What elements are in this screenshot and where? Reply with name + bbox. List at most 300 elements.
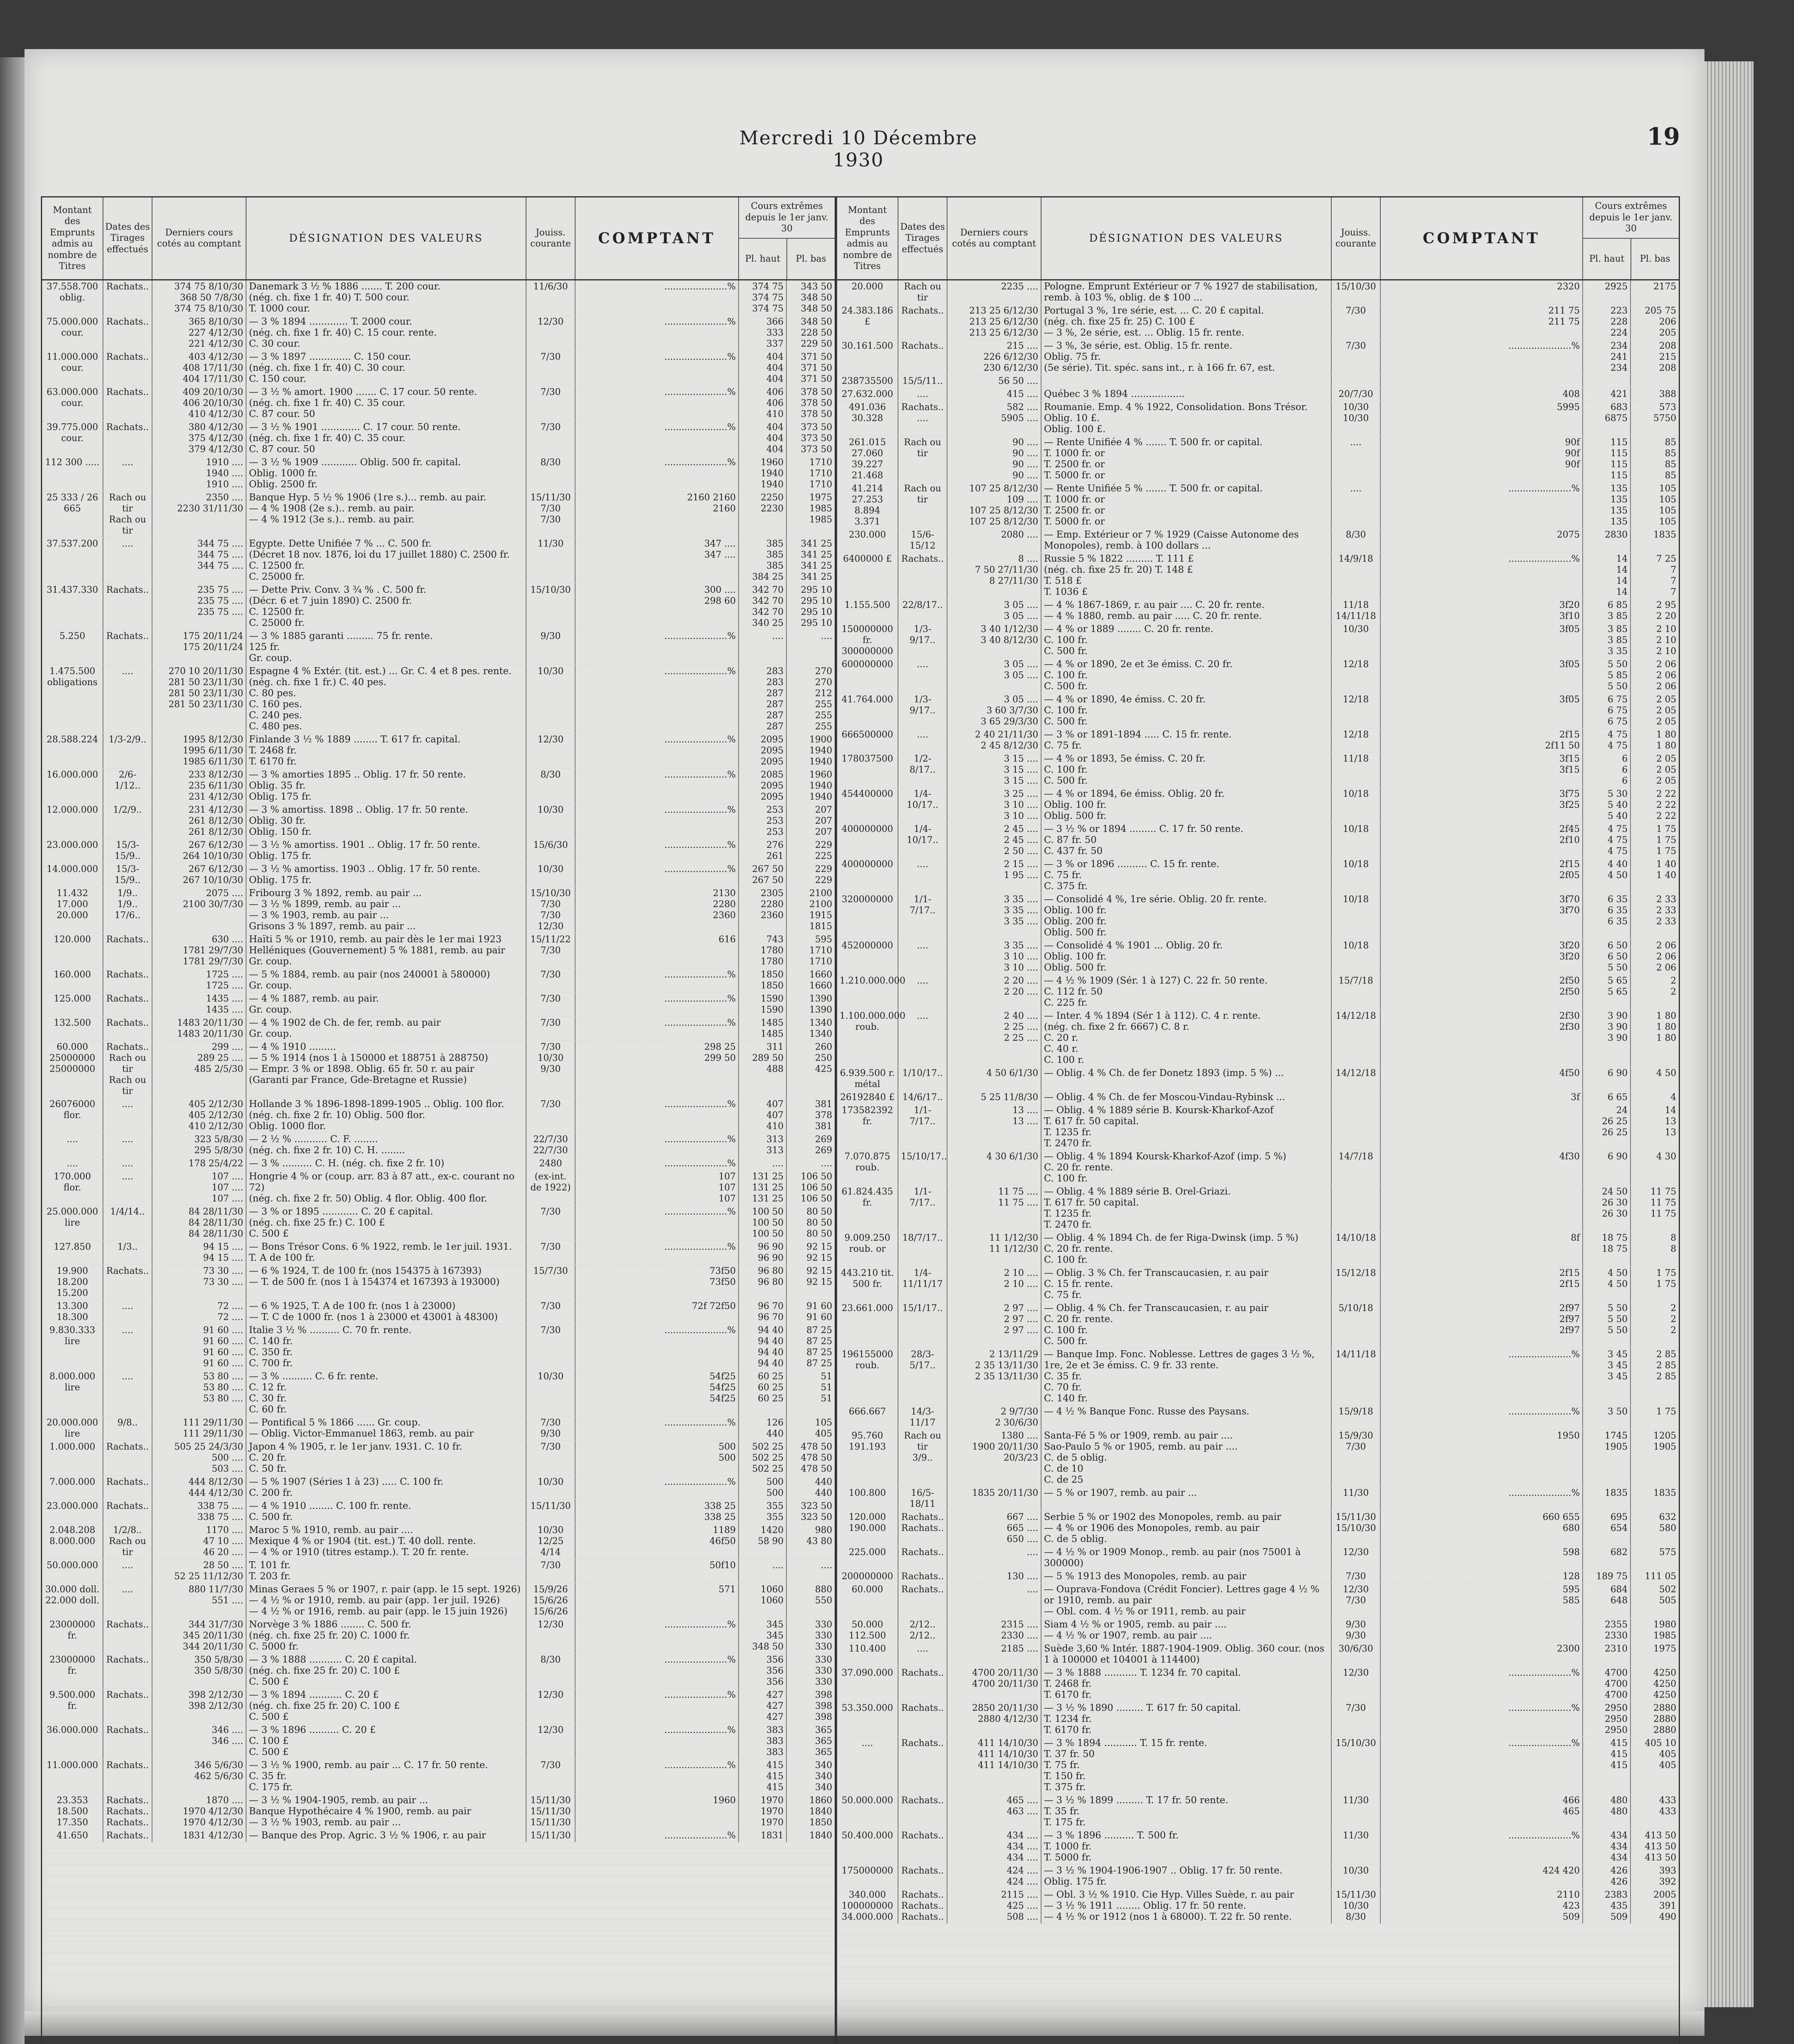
- cell-emprunts: 1.155.500: [837, 599, 898, 623]
- cell-derniers: 72 .... 72 ....: [152, 1300, 246, 1324]
- cell-designation: — 3 ½ % 1890 ......... T. 617 fr. 50 capital. T. 1234 fr. T. 6170 fr.: [1041, 1702, 1332, 1737]
- cell-emprunts: 50.000.000: [837, 1794, 898, 1829]
- cell-emprunts: 9.500.000 fr.: [42, 1689, 103, 1724]
- cell-derniers: 880 11/7/30 551 ....: [152, 1583, 246, 1618]
- cell-derniers: 667 .... 665 .... 650 ....: [947, 1511, 1041, 1546]
- cell-pl-bas: 229 229: [815, 864, 832, 885]
- cell-derniers: 5 25 11/8/30: [947, 1091, 1041, 1104]
- cell-designation: — 2 ½ % ........... C. F. ........ (nég. ch. fixe 2 fr. 10) C. H. ........: [246, 1133, 526, 1157]
- cell-pl-haut: 345 345 348 50: [739, 1618, 787, 1653]
- cell-jouiss: 7/30: [526, 993, 576, 1016]
- cell-derniers: 175 20/11/24 175 20/11/24: [152, 630, 246, 665]
- cell-pl-haut: 406 406 410: [739, 386, 787, 421]
- cell-emprunts: ....: [42, 1133, 103, 1157]
- cell-jouiss: [1332, 375, 1381, 388]
- cell-designation: — 3 %, 3e série, est. Oblig. 15 fr. rente. Oblig. 75 fr. (5e série). Tit. spéc. sans int., r. à 166 fr. 67, est.: [1041, 340, 1332, 374]
- col-derniers: Derniers cours cotés au comptant: [152, 197, 246, 279]
- cell-pl-bas: 980 43 80: [806, 1525, 832, 1546]
- table-row: [42, 456, 835, 491]
- cell-pl-bas: 1900 1940 1940: [809, 735, 832, 767]
- cell-jouiss: 9/30 9/30: [1332, 1618, 1381, 1642]
- cell-pl-bas: 1860 1840 1850: [809, 1795, 832, 1828]
- page-header: [25, 123, 1704, 171]
- col-extremes: [1583, 197, 1679, 279]
- cell-tirages: ....: [103, 1170, 152, 1205]
- cell-jouiss: 14/11/18: [1332, 1348, 1381, 1405]
- cell-tirages: Rachats..: [898, 1583, 947, 1618]
- cell-designation: — 4 ½ % Banque Fonc. Russe des Paysans.: [1041, 1405, 1332, 1429]
- cell-derniers: 630 .... 1781 29/7/30 1781 29/7/30: [152, 933, 246, 968]
- cell-pl-bas: 229 225: [815, 840, 832, 861]
- cell-emprunts: 50.000 112.500: [837, 1618, 898, 1642]
- cell-tirages: Rachats..: [898, 1865, 947, 1888]
- cell-designation: — Oblig. 4 % 1894 Ch. de fer Riga-Dwinsk (imp. 5 %) C. 20 fr. rente. C. 100 fr.: [1041, 1232, 1332, 1266]
- cell-pl-bas: 2005 391 490: [1653, 1890, 1676, 1922]
- table-row: [837, 623, 1679, 658]
- cell-derniers: 130 ....: [947, 1570, 1041, 1583]
- cell-pl-bas: 1 75 1 75: [1656, 1268, 1676, 1289]
- cell-pl-haut: 189 75: [1583, 1570, 1631, 1583]
- table-row: [42, 1098, 835, 1133]
- cell-pl-bas: 413 50 413 50 413 50: [1645, 1831, 1676, 1863]
- cell-designation: Danemark 3 ½ % 1886 ....... T. 200 cour. (nég. ch. fixe 1 fr. 40) T. 500 cour. T. 1000 cour.: [246, 280, 526, 315]
- table-filler: [42, 1842, 835, 2044]
- cell-designation: — 3 % 1888 ........... C. 20 £ capital. (nég. ch. fixe 25 fr. 20) C. 100 £ C. 500 £: [246, 1654, 526, 1688]
- table-row: [42, 1441, 835, 1476]
- cell-pl-bas: 595 1710 1710: [809, 935, 832, 967]
- col-extremes: [739, 197, 835, 279]
- cell-comptant: ......................%: [576, 280, 739, 315]
- cell-derniers: 2 15 .... 1 95 ....: [947, 858, 1041, 893]
- cell-pl-haut: 480 480: [1583, 1794, 1631, 1829]
- cell-comptant: 128: [1381, 1570, 1583, 1583]
- cell-tirages: Rachats..: [103, 584, 152, 630]
- cell-designation: — 4 % 1910 ......... — 5 % 1914 (nos 1 à 150000 et 188751 à 288750) — Empr. 3 % or 1898. Oblig. 65 fr. 50 r. au pair (Garanti par France, Gde-Bretagne et Russie): [246, 1041, 526, 1098]
- cell-emprunts: 230.000: [837, 529, 898, 552]
- cell-jouiss: 10/30: [526, 1476, 576, 1499]
- cell-jouiss: ....: [1332, 436, 1381, 482]
- cell-tirages: 1/1-7/17..: [898, 893, 947, 939]
- table-row: [42, 584, 835, 630]
- table-row: [42, 1370, 835, 1416]
- cell-tirages: 1/2/8.. Rach ou tir: [103, 1524, 152, 1559]
- cell-derniers: 2080 ....: [947, 529, 1041, 552]
- cell-derniers: 56 50 ....: [947, 375, 1041, 388]
- cell-jouiss: 15/11/30 7/30 7/30: [526, 491, 576, 537]
- cell-pl-haut: 404 404 404: [739, 351, 787, 385]
- cell-pl-bas: 51 51 51: [821, 1372, 832, 1404]
- cell-comptant: ......................%: [576, 1324, 739, 1370]
- cell-pl-bas: 573 5750: [1653, 402, 1676, 424]
- cell-comptant: 3f20 3f10: [1381, 599, 1583, 623]
- cell-emprunts: 53.350.000: [837, 1702, 898, 1737]
- cell-tirages: ....: [103, 1324, 152, 1370]
- cell-tirages: Rachats..: [103, 1500, 152, 1524]
- cell-jouiss: 7/30: [1332, 1702, 1381, 1737]
- cell-pl-bas: 330 330 330: [815, 1620, 832, 1652]
- cell-pl-bas: 2100 2100 1915 1815: [809, 888, 832, 932]
- cell-emprunts: 25 333 / 26 665: [42, 491, 103, 537]
- cell-derniers: 91 60 .... 91 60 .... 91 60 .... 91 60 ....: [152, 1324, 246, 1370]
- table-row: [42, 1416, 835, 1441]
- cell-tirages: Rachats.. Rachats..: [898, 1511, 947, 1546]
- cell-pl-haut: 426 426: [1583, 1865, 1631, 1888]
- cell-tirages: 1/4-10/17..: [898, 823, 947, 858]
- cell-pl-bas: 87 25 87 25 87 25 87 25: [806, 1325, 832, 1369]
- cell-designation: — 4 % 1867-1869, r. au pair .... C. 20 fr. rente. — 4 % 1880, remb. au pair ..... C. 20 fr. rente.: [1041, 599, 1332, 623]
- cell-pl-bas: 2 06 2 06 2 06: [1656, 941, 1676, 973]
- cell-derniers: 2350 .... 2230 31/11/30: [152, 491, 246, 537]
- cell-pl-bas: 80 50 80 50 80 50: [806, 1207, 832, 1239]
- cell-derniers: 505 25 24/3/30 500 .... 503 ....: [152, 1441, 246, 1475]
- cell-jouiss: 12/30: [526, 1689, 576, 1724]
- cell-comptant: 408: [1381, 388, 1583, 401]
- cell-designation: — Ouprava-Fondova (Crédit Foncier). Lettres gage 4 ½ % or 1910, remb. au pair — Obl. com. 4 ½ % or 1911, remb. au pair: [1041, 1583, 1332, 1618]
- cell-derniers: 2315 .... 2330 ....: [947, 1618, 1041, 1642]
- cell-pl-bas: 378 50 378 50 378 50: [801, 387, 832, 419]
- cell-comptant: 347 .... 347 ....: [576, 538, 739, 583]
- cell-comptant: 72f 72f50: [576, 1300, 739, 1324]
- cell-designation: — 4 % or 1893, 5e émiss. C. 20 fr. C. 100 fr. C. 500 fr.: [1041, 753, 1332, 787]
- cell-comptant: 1189 46f50: [576, 1524, 739, 1559]
- cell-comptant: ......................%: [576, 968, 739, 992]
- table-row: [42, 280, 835, 316]
- col-comptant: COMPTANT: [1381, 197, 1583, 279]
- col-comptant: COMPTANT: [576, 197, 739, 279]
- cell-jouiss: 7/30 9/30: [526, 1416, 576, 1440]
- cell-pl-haut: 2250 2230: [739, 491, 787, 537]
- table-row: [837, 1010, 1679, 1067]
- cell-emprunts: 13.300 18.300: [42, 1300, 103, 1324]
- cell-tirages: Rachats..: [103, 1441, 152, 1475]
- table-row: [837, 728, 1679, 753]
- cell-designation: — 5 % 1913 des Monopoles, remb. au pair: [1041, 1570, 1332, 1583]
- cell-derniers: 215 .... 226 6/12/30 230 6/12/30: [947, 340, 1041, 374]
- cell-jouiss: 22/7/30 22/7/30: [526, 1133, 576, 1157]
- book-page-edges: [1704, 61, 1754, 2007]
- cell-derniers: 365 8/10/30 227 4/12/30 221 4/12/30: [152, 316, 246, 350]
- cell-pl-haut: 5 50 5 85 5 50: [1583, 658, 1631, 693]
- cell-designation: — Oblig. 4 % Ch. fer Transcaucasien, r. au pair C. 20 fr. rente. C. 100 fr. C. 500 fr.: [1041, 1302, 1332, 1348]
- cell-tirages: Rachats..: [103, 1654, 152, 1688]
- cell-pl-haut: 135 135 135 135: [1583, 482, 1631, 528]
- cell-jouiss: 10/30: [526, 863, 576, 887]
- cell-tirages: ....: [103, 1300, 152, 1324]
- cell-pl-bas: 2 33 2 33 2 33: [1656, 894, 1676, 927]
- cell-jouiss: 5/10/18: [1332, 1302, 1381, 1348]
- cell-jouiss: 20/7/30: [1332, 388, 1381, 401]
- cell-jouiss: 30/6/30: [1332, 1643, 1381, 1666]
- cell-emprunts: 41.214 27.253 8.894 3.371: [837, 482, 898, 528]
- cell-tirages: Rachats..: [898, 1737, 947, 1794]
- cell-emprunts: 95.760 191.193: [837, 1430, 898, 1486]
- cell-derniers: 3 15 .... 3 15 .... 3 15 ....: [947, 753, 1041, 787]
- cell-pl-bas: 340 340 340: [815, 1760, 832, 1793]
- cell-comptant: ......................%: [576, 804, 739, 838]
- cell-pl-bas: 393 392: [1659, 1866, 1676, 1887]
- cell-pl-bas: 269 269: [815, 1134, 832, 1156]
- cell-derniers: 1995 8/12/30 1995 6/11/30 1985 6/11/30: [152, 733, 246, 768]
- cell-comptant: ......................%: [576, 456, 739, 491]
- cell-comptant: 2f50 2f50: [1381, 975, 1583, 1009]
- cell-tirages: Rachats..: [103, 1017, 152, 1040]
- table-row: [42, 804, 835, 839]
- cell-comptant: 595 585: [1381, 1583, 1583, 1618]
- cell-pl-haut: 342 70 342 70 342 70 340 25: [739, 584, 787, 630]
- cell-jouiss: 10/18: [1332, 823, 1381, 858]
- cell-tirages: 1/3-2/9..: [103, 733, 152, 768]
- cell-pl-bas: ....: [821, 1159, 832, 1169]
- cell-derniers: 415 ....: [947, 388, 1041, 401]
- cell-jouiss: 15/11/30 15/10/30: [1332, 1511, 1381, 1546]
- cell-emprunts: 8.000.000 lire: [42, 1370, 103, 1416]
- table-row: [42, 1476, 835, 1500]
- cell-tirages: ....: [103, 1559, 152, 1583]
- cell-pl-bas: 91 60 91 60: [806, 1301, 832, 1322]
- cell-tirages: 1/4-10/17..: [898, 788, 947, 823]
- cell-designation: Suède 3,60 % Intér. 1887-1904-1909. Oblig. 360 cour. (nos 1 à 100000 et 104001 à 114400): [1041, 1643, 1332, 1666]
- cell-emprunts: 1.475.500 obligations: [42, 665, 103, 733]
- table-filler: [837, 1924, 1679, 2044]
- table-row: [837, 1186, 1679, 1232]
- cell-emprunts: 160.000: [42, 968, 103, 992]
- cell-pl-bas: 405 10 405 405: [1645, 1738, 1676, 1771]
- cell-derniers: 90 .... 90 .... 90 .... 90 ....: [947, 436, 1041, 482]
- cell-emprunts: 26076000 flor.: [42, 1098, 103, 1133]
- cell-comptant: ......................%: [576, 665, 739, 733]
- table-row: [837, 1348, 1679, 1405]
- table-row: [42, 1724, 835, 1759]
- table-row: [837, 975, 1679, 1010]
- cell-tirages: ....: [898, 939, 947, 974]
- cell-jouiss: 7/30: [526, 1441, 576, 1475]
- cell-jouiss: [1332, 1104, 1381, 1150]
- col-tirages: Dates des Tirages effectués: [103, 197, 152, 279]
- cell-derniers: 11 1/12/30 11 1/12/30: [947, 1232, 1041, 1266]
- cell-jouiss: 14/9/18: [1332, 553, 1381, 598]
- cell-derniers: 1483 20/11/30 1483 20/11/30: [152, 1017, 246, 1040]
- cell-derniers: 1910 .... 1940 .... 1910 ....: [152, 456, 246, 491]
- cell-comptant: ......................%: [576, 993, 739, 1016]
- cell-tirages: Rachats..: [898, 1546, 947, 1570]
- cell-pl-bas: 92 15 92 15: [806, 1242, 832, 1263]
- cell-pl-bas: 2 10 2 10 2 10: [1656, 624, 1676, 657]
- table-row: [837, 1570, 1679, 1583]
- cell-pl-haut: 1485 1485: [739, 1017, 787, 1040]
- cell-designation: — 3 % 1894 ............. T. 2000 cour. (nég. ch. fixe 1 fr. 40) C. 15 cour. rente. C. 30 cour.: [246, 316, 526, 350]
- cell-jouiss: 8/30: [526, 1654, 576, 1688]
- cell-emprunts: 454400000: [837, 788, 898, 823]
- table-row: [837, 1302, 1679, 1348]
- cell-jouiss: 7/30: [526, 1241, 576, 1264]
- cell-designation: — 3 ½ % 1900, remb. au pair ... C. 17 fr. 50 rente. C. 35 fr. C. 175 fr.: [246, 1759, 526, 1794]
- cell-comptant: ......................%: [576, 1017, 739, 1040]
- cell-pl-haut: 234 241 234: [1583, 340, 1631, 374]
- cell-pl-haut: 4 75 4 75: [1583, 728, 1631, 752]
- right-table-body: [837, 280, 1679, 2044]
- cell-comptant: 616: [576, 933, 739, 968]
- cell-pl-haut: 407 407 410: [739, 1098, 787, 1133]
- cell-designation: Fribourg 3 % 1892, remb. au pair ... — 3 ½ % 1899, remb. au pair ... — 3 % 1903, remb. au pair ... Grisons 3 % 1897, remb. au pair ...: [246, 887, 526, 933]
- cell-emprunts: 23.661.000: [837, 1302, 898, 1348]
- cell-pl-bas: 575: [1659, 1547, 1676, 1558]
- cell-derniers: 2075 .... 2100 30/7/30: [152, 887, 246, 933]
- cell-pl-bas: 1205 1905: [1653, 1431, 1676, 1452]
- cell-tirages: 1/4/14..: [103, 1206, 152, 1240]
- table-row: [837, 893, 1679, 939]
- table-row: [42, 839, 835, 863]
- cell-tirages: Rachats..: [103, 630, 152, 665]
- cell-derniers: 465 .... 463 ....: [947, 1794, 1041, 1829]
- cell-pl-bas: 1980 1985: [1653, 1620, 1676, 1641]
- cell-tirages: ....: [103, 456, 152, 491]
- cell-emprunts: 112 300 .....: [42, 456, 103, 491]
- cell-emprunts: 11.000.000: [42, 1759, 103, 1794]
- cell-derniers: 409 20/10/30 406 20/10/30 410 4/12/30: [152, 386, 246, 421]
- cell-pl-bas: 1 75: [1656, 1407, 1676, 1417]
- table-row: [837, 553, 1679, 599]
- cell-pl-haut: 1835: [1583, 1487, 1631, 1511]
- cell-comptant: ......................%: [1381, 1405, 1583, 1429]
- cell-pl-bas: 433 433: [1659, 1795, 1676, 1817]
- cell-designation: — Bons Trésor Cons. 6 % 1922, remb. le 1er juil. 1931. T. A de 100 fr.: [246, 1241, 526, 1264]
- cell-pl-bas: 1340 1340: [809, 1018, 832, 1039]
- cell-jouiss: 10/18: [1332, 858, 1381, 893]
- col-designation: DÉSIGNATION DES VALEURS: [1041, 197, 1332, 279]
- cell-comptant: 73f50 73f50: [576, 1265, 739, 1300]
- cell-pl-haut: 4700 4700 4700: [1583, 1667, 1631, 1701]
- cell-jouiss: 11/30: [526, 538, 576, 583]
- cell-jouiss: 15/10/30 7/30 7/30 12/30: [526, 887, 576, 933]
- cell-tirages: Rachats.. Rachats.. Rachats..: [898, 1889, 947, 1923]
- cell-comptant: 571: [576, 1583, 739, 1618]
- cell-jouiss: 15/11/30: [526, 1829, 576, 1842]
- cell-pl-bas: 502 505: [1659, 1585, 1676, 1606]
- cell-pl-haut: 94 40 94 40 94 40 94 40: [739, 1324, 787, 1370]
- cell-jouiss: 12/30: [526, 316, 576, 350]
- cell-emprunts: 60.000: [837, 1583, 898, 1618]
- cell-pl-bas: 2 05 2 05 2 05: [1656, 695, 1676, 727]
- cell-jouiss: 12/18: [1332, 658, 1381, 693]
- cell-jouiss: 15/10/30: [1332, 280, 1381, 304]
- table-row: [837, 529, 1679, 553]
- cell-emprunts: 175000000: [837, 1865, 898, 1888]
- cell-emprunts: 23.000.000: [42, 839, 103, 863]
- cell-emprunts: 12.000.000: [42, 804, 103, 838]
- cell-designation: — 3 ½ % amortiss. 1901 .. Oblig. 17 fr. 50 rente. Oblig. 175 fr.: [246, 839, 526, 863]
- cell-jouiss: 8/30: [1332, 529, 1381, 552]
- cell-pl-haut: 24 50 26 30 26 30: [1583, 1186, 1631, 1231]
- table-row: [42, 863, 835, 887]
- table-row: [42, 1017, 835, 1041]
- cell-comptant: 3f05: [1381, 658, 1583, 693]
- cell-pl-bas: 85 85 85 85: [1665, 437, 1676, 481]
- cell-tirages: 16/5-18/11: [898, 1487, 947, 1511]
- cell-pl-haut: 4 40 4 50: [1583, 858, 1631, 893]
- cell-pl-haut: 355 355: [739, 1500, 787, 1524]
- cell-derniers: 233 8/12/30 235 6/11/30 231 4/12/30: [152, 769, 246, 803]
- cell-tirages: ....: [898, 388, 947, 401]
- cell-comptant: ......................%: [1381, 1702, 1583, 1737]
- right-table-header: [837, 197, 1679, 280]
- cell-emprunts: 150000000 fr. 300000000: [837, 623, 898, 658]
- cell-designation: — 4 % 1910 ........ C. 100 fr. rente. C. 500 fr.: [246, 1500, 526, 1524]
- cell-jouiss: 7/30: [526, 421, 576, 456]
- cell-pl-bas: 341 25 341 25 341 25 341 25: [801, 539, 832, 582]
- cell-derniers: 1380 .... 1900 20/11/30 20/3/23: [947, 1430, 1041, 1486]
- cell-tirages: ....: [898, 728, 947, 752]
- cell-pl-haut: 743 1780 1780: [739, 933, 787, 968]
- cell-comptant: ......................%: [1381, 1667, 1583, 1701]
- cell-emprunts: 100.800: [837, 1487, 898, 1511]
- cell-jouiss: 7/30: [1332, 305, 1381, 339]
- cell-designation: — 4 % 1902 de Ch. de fer, remb. au pair Gr. coup.: [246, 1017, 526, 1040]
- col-jouiss: Jouiss. courante: [526, 197, 576, 279]
- cell-designation: — Rente Unifiée 5 % ....... T. 500 fr. or capital. T. 1000 fr. or T. 2500 fr. or T. 5000 fr. or: [1041, 482, 1332, 528]
- cell-designation: Italie 3 ½ % .......... C. 70 fr. rente. C. 140 fr. C. 350 fr. C. 700 fr.: [246, 1324, 526, 1370]
- cell-emprunts: 320000000: [837, 893, 898, 939]
- cell-pl-bas: 14 13 13: [1665, 1105, 1676, 1138]
- cell-comptant: ......................%: [1381, 1737, 1583, 1794]
- table-row: [42, 351, 835, 386]
- cell-comptant: ......................%: [576, 1416, 739, 1440]
- cell-pl-bas: 11 75 11 75 11 75: [1651, 1187, 1676, 1219]
- table-row: [42, 1559, 835, 1583]
- cell-jouiss: 15/11/30 15/11/30 15/11/30: [526, 1794, 576, 1829]
- cell-tirages: Rachats..: [898, 1570, 947, 1583]
- cell-comptant: 3f05: [1381, 693, 1583, 728]
- table-row: [42, 1241, 835, 1265]
- cell-jouiss: 7/30: [1332, 1570, 1381, 1583]
- cell-derniers: 323 5/8/30 295 5/8/30: [152, 1133, 246, 1157]
- cell-tirages: 1/3..: [103, 1241, 152, 1264]
- cell-jouiss: 11/18 14/11/18: [1332, 599, 1381, 623]
- cell-designation: — Emp. Extérieur or 7 % 1929 (Caisse Autonome des Monopoles), remb. à 100 dollars ...: [1041, 529, 1332, 552]
- cell-emprunts: 41.650: [42, 1829, 103, 1842]
- cell-emprunts: 125.000: [42, 993, 103, 1016]
- cell-pl-haut: 1060 1060: [739, 1583, 787, 1618]
- cell-derniers: 235 75 .... 235 75 .... 235 75 ....: [152, 584, 246, 630]
- cell-pl-bas: 4: [1671, 1092, 1676, 1103]
- cell-tirages: Rachats..: [898, 553, 947, 598]
- cell-comptant: 2f45 2f10: [1381, 823, 1583, 858]
- cell-tirages: ....: [898, 1010, 947, 1067]
- cell-pl-haut: 2355 2330: [1583, 1618, 1631, 1642]
- cell-emprunts: 600000000: [837, 658, 898, 693]
- cell-pl-bas: 106 50 106 50 106 50: [801, 1172, 832, 1204]
- col-emprunts: Montant des Emprunts admis au nombre de Titres: [837, 197, 898, 279]
- cell-pl-haut: [1583, 375, 1631, 388]
- cell-emprunts: 50.000.000: [42, 1559, 103, 1583]
- cell-pl-haut: 24 26 25 26 25: [1583, 1104, 1631, 1150]
- col-pl-bas: Pl. bas: [795, 253, 826, 264]
- cell-pl-haut: 682: [1583, 1546, 1631, 1570]
- cell-comptant: ......................%: [576, 630, 739, 665]
- table-row: [837, 693, 1679, 728]
- cell-comptant: 2075: [1381, 529, 1583, 552]
- cell-pl-haut: 683 6875: [1583, 401, 1631, 436]
- cell-designation: Haïti 5 % or 1910, remb. au pair dès le 1er mai 1923 Helléniques (Gouvernement) 5 % 1881, remb. au pair Gr. coup.: [246, 933, 526, 968]
- cell-pl-bas: 1840: [809, 1831, 832, 1841]
- cell-derniers: 3 05 .... 3 05 ....: [947, 599, 1041, 623]
- table-row: [42, 1583, 835, 1618]
- cell-emprunts: 7.070.875 roub.: [837, 1150, 898, 1185]
- cell-tirages: ....: [103, 665, 152, 733]
- cell-tirages: ....: [898, 975, 947, 1009]
- cell-comptant: ......................%: [576, 386, 739, 421]
- cell-tirages: Rachats..: [103, 316, 152, 350]
- cell-designation: — 3 ½ % amort. 1900 ....... C. 17 cour. 50 rente. (nég. ch. fixe 1 fr. 40) C. 35 cour. C. 87 cour. 50: [246, 386, 526, 421]
